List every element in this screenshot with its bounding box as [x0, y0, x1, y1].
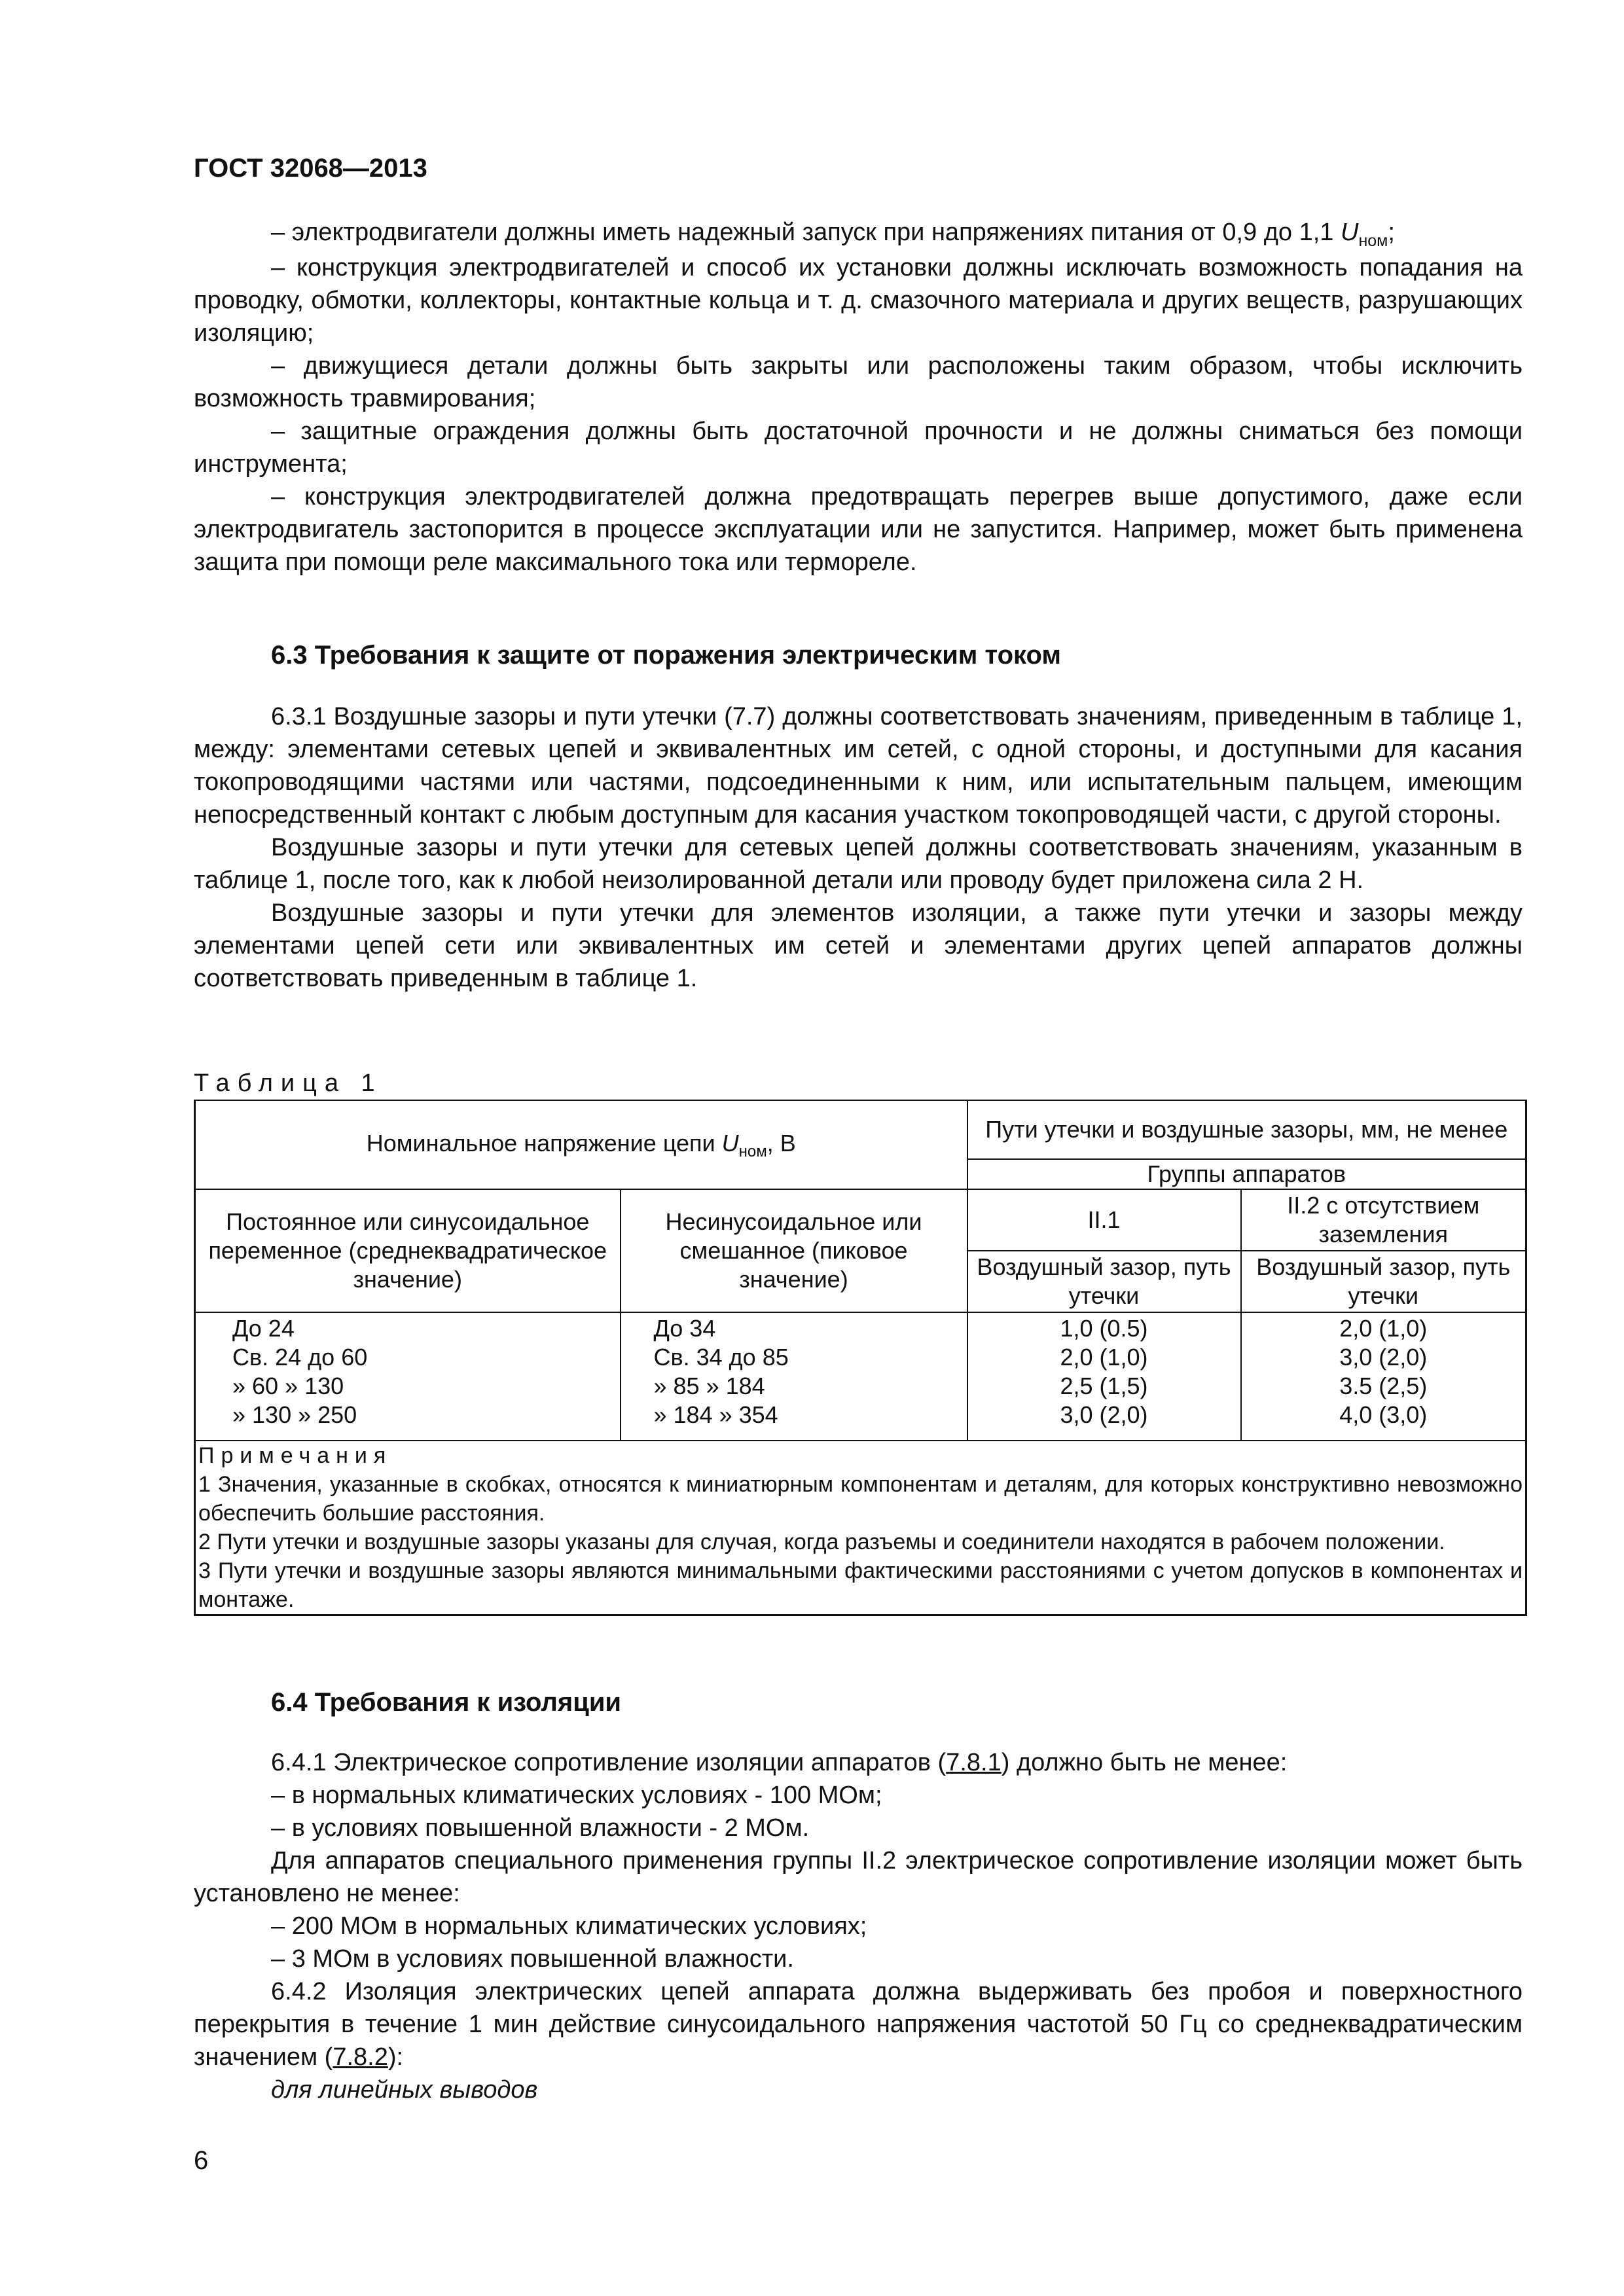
section-6-3-body — [194, 700, 1523, 995]
table-cell: Св. 34 до 85 — [653, 1344, 789, 1371]
standard-number: ГОСТ 32068—2013 — [194, 154, 427, 183]
table-cell: До 24 — [232, 1315, 295, 1342]
table-1 — [194, 1100, 1527, 1616]
list-item: – 3 МОм в условиях повышенной влажности. — [271, 1945, 794, 1973]
section-6-4-body — [194, 1746, 1523, 2106]
table-cell: » 85 » 184 — [653, 1372, 765, 1399]
list-item: – электродвигатели должны иметь надежный запуск при напряжениях питания от 0,9 до 1,1 $U_{ном}$; — [271, 219, 1395, 250]
table-cell: » 130 » 250 — [232, 1401, 357, 1428]
table-cell: » 184 » 354 — [653, 1401, 778, 1428]
header-group-2: II.2 с отсутствием заземления — [1241, 1189, 1526, 1251]
list-item: – конструкция электродвигателей и способ их установки должны исключать возможность попадания на проводку, обмотки, коллекторы, контактные кольца и т. д. смазочного материала и других веществ, разрушающих изоляцию; — [194, 254, 1523, 347]
section-heading-6-3: 6.3 Требования к защите от поражения электрическим током — [271, 641, 1061, 670]
list-item: – в нормальных климатических условиях - 100 МОм; — [271, 1782, 882, 1809]
column-dc-values — [195, 1312, 621, 1441]
paragraph: для линейных выводов — [271, 2076, 538, 2104]
page-number: 6 — [194, 2146, 209, 2175]
paragraph: Для аппаратов специального применения группы II.2 электрическое сопротивление изоляции может быть установлено не менее: — [194, 1847, 1523, 1907]
header-voltage: Номинальное напряжение цепи $U_{ном}$, В — [195, 1100, 967, 1189]
note: 3 Пути утечки и воздушные зазоры являются минимальными фактическими расстояниями с учетом допусков в компонентах и монтаже. — [198, 1558, 1523, 1612]
table-cell: 3,0 (2,0) — [1060, 1401, 1148, 1428]
table-notes — [195, 1441, 1526, 1615]
list-item: – 200 МОм в нормальных климатических условиях; — [271, 1912, 867, 1940]
header-groups: Группы аппаратов — [967, 1159, 1526, 1189]
header-paths: Пути утечки и воздушные зазоры, мм, не менее — [967, 1100, 1526, 1159]
paragraph: 6.3.1 Воздушные зазоры и пути утечки (7.7) должны соответствовать значениям, приведенным в таблице 1, между: элементами сетевых цепей и эквивалентных им сетей, с одной стороны, и доступными для касания токопроводящими частями или частями, подсоединенными к ним, или испытательным пальцем, имеющим непосредственный контакт с любым доступным для касания участком токопроводящей части, с другой стороны. — [194, 703, 1523, 829]
reference-link[interactable]: 7.8.2 — [333, 2043, 388, 2071]
table-cell: 4,0 (3,0) — [1339, 1401, 1428, 1428]
header-air-gap-1: Воздушный зазор, путь утечки — [967, 1251, 1241, 1312]
list-item: – в условиях повышенной влажности - 2 МОм. — [271, 1814, 810, 1842]
header-dc: Постоянное или синусоидальное переменное (среднеквадратическое значение) — [195, 1189, 621, 1312]
column-nonsin-values — [621, 1312, 967, 1441]
table-cell: 3,0 (2,0) — [1339, 1344, 1428, 1371]
header-nonsinusoidal: Несинусоидальное или смешанное (пиковое значение) — [621, 1189, 967, 1312]
list-item: – движущиеся детали должны быть закрыты или расположены таким образом, чтобы исключить возможность травмирования; — [194, 352, 1523, 412]
table-cell: 2,0 (1,0) — [1339, 1315, 1428, 1342]
section-heading-6-4: 6.4 Требования к изоляции — [271, 1688, 621, 1717]
list-item: – защитные ограждения должны быть достаточной прочности и не должны сниматься без помощи инструмента; — [194, 418, 1523, 478]
notes-title: Примечания — [198, 1443, 393, 1468]
paragraph: Воздушные зазоры и пути утечки для элементов изоляции, а также пути утечки и зазоры между элементами цепей сети или эквивалентных им сетей и элементами других цепей аппаратов должны соответствовать приведенным в таблице 1. — [194, 899, 1523, 992]
table-cell: 2,0 (1,0) — [1060, 1344, 1148, 1371]
table-cell: До 34 — [653, 1315, 716, 1342]
header-air-gap-2: Воздушный зазор, путь утечки — [1241, 1251, 1526, 1312]
paragraph: 6.4.1 Электрическое сопротивление изоляции аппаратов (7.8.1) должно быть не менее: — [271, 1749, 1288, 1776]
reference-link[interactable]: 7.8.1 — [946, 1749, 1001, 1776]
column-group-1-values — [967, 1312, 1241, 1441]
table-cell: Св. 24 до 60 — [232, 1344, 368, 1371]
table-cell: » 60 » 130 — [232, 1372, 344, 1399]
header-group-1: II.1 — [967, 1189, 1241, 1251]
table-caption: Таблица 1 — [194, 1069, 383, 1097]
note: 1 Значения, указанные в скобках, относятся к миниатюрным компонентам и деталям, для которых конструктивно невозможно обеспечить большие расстояния. — [198, 1472, 1523, 1526]
table-cell: 1,0 (0.5) — [1060, 1315, 1148, 1342]
paragraph: Воздушные зазоры и пути утечки для сетевых цепей должны соответствовать значениям, указанным в таблице 1, после того, как к любой неизолированной детали или проводу будет приложена сила 2 Н. — [194, 834, 1523, 894]
table-cell: 3.5 (2,5) — [1339, 1372, 1428, 1399]
paragraph: 6.4.2 Изоляция электрических цепей аппарата должна выдерживать без пробоя и поверхностного перекрытия в течение 1 мин действие синусоидального напряжения частотой 50 Гц со среднеквадратическим значением (7.8.2): — [194, 1978, 1523, 2071]
list-item: – конструкция электродвигателей должна предотвращать перегрев выше допустимого, даже если электродвигатель застопорится в процессе эксплуатации или не запустится. Например, может быть применена защита при помощи реле максимального тока или термореле. — [194, 483, 1523, 576]
table-cell: 2,5 (1,5) — [1060, 1372, 1148, 1399]
intro-list — [194, 216, 1523, 579]
note: 2 Пути утечки и воздушные зазоры указаны для случая, когда разъемы и соединители находятся в рабочем положении. — [198, 1530, 1445, 1554]
column-group-2-values — [1241, 1312, 1526, 1441]
